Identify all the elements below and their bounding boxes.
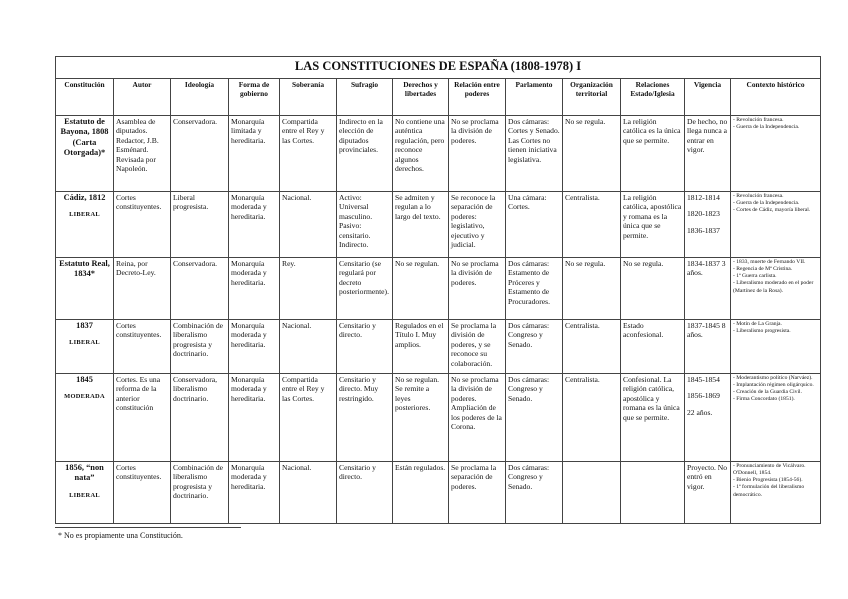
cell-derechos: Se admiten y regulan a lo largo del texto. [393, 191, 449, 257]
cell-derechos: No se regulan. Se remite a leyes posteriores. [393, 373, 449, 461]
cell-soberania: Nacional. [280, 461, 337, 523]
cell-vigencia [685, 257, 731, 319]
column-header: Sufragio [337, 78, 393, 115]
cell-territorial: No se regula. [563, 115, 621, 191]
cell-soberania: Nacional. [280, 319, 337, 373]
cell-territorial [563, 461, 621, 523]
contexto-item: - Regencia de Mª Cristina. [733, 265, 793, 272]
cell-poderes: No se proclama la división de poderes. [449, 115, 506, 191]
column-header: Autor [114, 78, 171, 115]
column-header: Organización territorial [563, 78, 621, 115]
column-header: Derechos y libertades [393, 78, 449, 115]
cell-poderes: No se proclama la división de poderes. Ampliación de los poderes de la Corona. [449, 373, 506, 461]
cell-iglesia: Confesional. La religión católica, apostólica y romana es la única que se permite. [621, 373, 685, 461]
cell-vigencia [685, 373, 731, 461]
cell-soberania: Compartida entre el Rey y las Cortes. [280, 115, 337, 191]
contexto-item: - Guerra de la Independencia. [733, 123, 800, 130]
cell-contexto [731, 373, 821, 461]
cell-autor: Asamblea de diputados. Redactor, J.B. Esménard. Revisada por Napoleón. [114, 115, 171, 191]
constitution-cell [56, 319, 114, 373]
cell-parlamento: Dos cámaras: Congreso y Senado. [506, 319, 563, 373]
cell-derechos: Están regulados. [393, 461, 449, 523]
cell-ideologia: Conservadora, liberalismo doctrinario. [171, 373, 229, 461]
vigencia-period: 1834-1837 3 años. [687, 258, 726, 278]
vigencia-period: De hecho, no llega nunca a entrar en vigor. [687, 116, 728, 155]
cell-soberania: Nacional. [280, 191, 337, 257]
vigencia-period: Proyecto. No entró en vigor. [687, 462, 728, 491]
cell-contexto [731, 461, 821, 523]
cell-ideologia: Liberal progresista. [171, 191, 229, 257]
cell-territorial: No se regula. [563, 257, 621, 319]
contexto-item: - Creación de la Guardia Civil. [733, 389, 802, 396]
footnote: * No es propiamente una Constitución. [58, 531, 183, 540]
column-header: Contexto histórico [731, 78, 821, 115]
cell-derechos: No contiene una auténtica regulación, pero reconoce algunos derechos. [393, 115, 449, 191]
cell-poderes: Se proclama la división de poderes, y se reconoce su colaboración. [449, 319, 506, 373]
table-row [56, 461, 821, 523]
contexto-item: - Revolución francesa. [733, 116, 784, 123]
vigencia-period: 1856-1869 [687, 391, 720, 401]
cell-territorial: Centralista. [563, 191, 621, 257]
cell-iglesia: La religión católica, apostólica y romana es la única que se permite. [621, 191, 685, 257]
footnote-divider [55, 527, 241, 528]
cell-parlamento: Dos cámaras: Congreso y Senado. [506, 373, 563, 461]
vigencia-period: 1845-1854 [687, 374, 720, 384]
table-row [56, 257, 821, 319]
cell-parlamento: Dos cámaras: Congreso y Senado. [506, 461, 563, 523]
table-row [56, 319, 821, 373]
cell-gobierno: Monarquía moderada y hereditaria. [229, 319, 280, 373]
cell-vigencia [685, 461, 731, 523]
column-header: Parlamento [506, 78, 563, 115]
column-header: Forma de gobierno [229, 78, 280, 115]
table-body [56, 115, 821, 523]
constitution-name: Estatuto Real, 1834* [59, 258, 110, 279]
vigencia-period: 1812-1814 [687, 192, 720, 202]
constitution-name: 1837 [76, 320, 93, 330]
constitution-cell [56, 191, 114, 257]
constitution-tag: MODERADA [64, 393, 105, 401]
contexto-item: - Cortes de Cádiz, mayoría liberal. [733, 207, 811, 214]
constitutions-table [55, 56, 821, 524]
constitution-cell [56, 257, 114, 319]
contexto-item: - 1ª Guerra carlista. [733, 273, 777, 280]
cell-sufragio: Censitario y directo. [337, 461, 393, 523]
contexto-item: - Liberalismo progresista. [733, 327, 791, 334]
cell-derechos: No se regulan. [393, 257, 449, 319]
cell-vigencia [685, 115, 731, 191]
cell-contexto [731, 319, 821, 373]
table-row [56, 191, 821, 257]
cell-iglesia [621, 461, 685, 523]
constitution-tag: LIBERAL [69, 211, 100, 219]
table-header-row [56, 78, 821, 115]
column-header: Constitución [56, 78, 114, 115]
cell-sufragio: Censitario (se regulará por decreto posteriormente). [337, 257, 393, 319]
column-header: Vigencia [685, 78, 731, 115]
cell-derechos: Regulados en el Título I. Muy amplios. [393, 319, 449, 373]
cell-autor: Reina, por Decreto-Ley. [114, 257, 171, 319]
vigencia-period: 1820-1823 [687, 209, 720, 219]
column-header: Ideología [171, 78, 229, 115]
cell-gobierno: Monarquía moderada y hereditaria. [229, 257, 280, 319]
cell-parlamento: Dos cámaras: Estamento de Próceres y Estamento de Procuradores. [506, 257, 563, 319]
contexto-item: - Guerra de la Independencia. [733, 199, 800, 206]
constitution-name: 1845 [76, 374, 93, 384]
contexto-item: - Moderantismo político (Narváez). [733, 374, 813, 381]
constitution-cell [56, 115, 114, 191]
cell-soberania: Rey. [280, 257, 337, 319]
cell-poderes: Se proclama la separación de poderes. [449, 461, 506, 523]
cell-ideologia: Combinación de liberalismo progresista y doctrinario. [171, 461, 229, 523]
cell-ideologia: Conservadora. [171, 115, 229, 191]
cell-parlamento: Dos cámaras: Cortes y Senado. Las Cortes no tienen iniciativa legislativa. [506, 115, 563, 191]
cell-territorial: Centralista. [563, 373, 621, 461]
constitution-cell [56, 373, 114, 461]
contexto-item: - 1833, muerte de Fernando VII. [733, 258, 806, 265]
column-header: Relaciones Estado/Iglesia [621, 78, 685, 115]
cell-contexto [731, 115, 821, 191]
cell-sufragio: Censitario y directo. Muy restringido. [337, 373, 393, 461]
cell-autor: Cortes constituyentes. [114, 191, 171, 257]
constitution-name: Cádiz, 1812 [63, 192, 106, 202]
table-row [56, 115, 821, 191]
cell-autor: Cortes constituyentes. [114, 461, 171, 523]
cell-iglesia: No se regula. [621, 257, 685, 319]
contexto-item: - Bienio Progresista (1854-56). [733, 477, 803, 484]
constitution-tag: LIBERAL [69, 491, 100, 499]
cell-iglesia: La religión católica es la única que se permite. [621, 115, 685, 191]
contexto-item: - 1ª formulación del liberalismo democrático. [733, 484, 805, 498]
table-row [56, 373, 821, 461]
cell-sufragio: Activo: Universal masculino. Pasivo: censitario. Indirecto. [337, 191, 393, 257]
column-header: Relación entre poderes [449, 78, 506, 115]
contexto-item: - Pronunciamiento de Vicálvaro. O'Donnell, 1854. [733, 462, 806, 476]
cell-gobierno: Monarquía moderada y hereditaria. [229, 373, 280, 461]
column-header: Soberanía [280, 78, 337, 115]
cell-ideologia: Conservadora. [171, 257, 229, 319]
cell-sufragio: Indirecto en la elección de diputados provinciales. [337, 115, 393, 191]
vigencia-period: 1836-1837 [687, 225, 720, 235]
cell-poderes: No se proclama la división de poderes. [449, 257, 506, 319]
constitution-cell [56, 461, 114, 523]
contexto-item: - Motín de La Granja. [733, 320, 782, 327]
constitution-name: 1856, “non nata” [65, 462, 104, 483]
cell-iglesia: Estado aconfesional. [621, 319, 685, 373]
constitutions-document [55, 56, 820, 524]
cell-autor: Cortes. Es una reforma de la anterior constitución [114, 373, 171, 461]
vigencia-period: 22 años. [687, 407, 713, 417]
contexto-item: - Liberalismo moderado en el poder (Martínez de la Rosa). [733, 280, 814, 294]
contexto-item: - Implantación régimen oligárquico. [733, 381, 814, 388]
cell-vigencia [685, 319, 731, 373]
page-title: LAS CONSTITUCIONES DE ESPAÑA (1808-1978) I [56, 57, 821, 79]
constitution-tag: LIBERAL [69, 339, 100, 347]
cell-soberania: Compartida entre el Rey y las Cortes. [280, 373, 337, 461]
cell-gobierno: Monarquía limitada y hereditaria. [229, 115, 280, 191]
contexto-item: - Revolución francesa. [733, 192, 784, 199]
cell-parlamento: Una cámara: Cortes. [506, 191, 563, 257]
cell-contexto [731, 191, 821, 257]
cell-autor: Cortes constituyentes. [114, 319, 171, 373]
cell-contexto [731, 257, 821, 319]
cell-vigencia [685, 191, 731, 257]
constitution-name: Estatuto de Bayona, 1808 (Carta Otorgada)* [60, 116, 109, 158]
cell-ideologia: Combinación de liberalismo progresista y doctrinario. [171, 319, 229, 373]
cell-sufragio: Censitario y directo. [337, 319, 393, 373]
contexto-item: - Firma Concordato (1851). [733, 396, 795, 403]
cell-poderes: Se reconoce la separación de poderes: legislativo, ejecutivo y judicial. [449, 191, 506, 257]
vigencia-period: 1837-1845 8 años. [687, 320, 726, 340]
cell-gobierno: Monarquía moderada y hereditaria. [229, 191, 280, 257]
cell-gobierno: Monarquía moderada y hereditaria. [229, 461, 280, 523]
cell-territorial: Centralista. [563, 319, 621, 373]
